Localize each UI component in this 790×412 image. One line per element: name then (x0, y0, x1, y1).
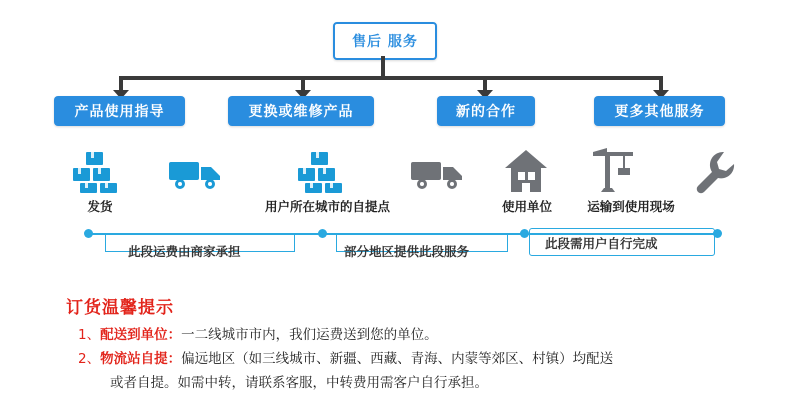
node-child-2: 更换或维修产品 (228, 96, 374, 126)
notes-title: 订货温馨提示 (66, 298, 174, 318)
connector-root-vertical (381, 56, 385, 78)
timeline-segment-3-label: 此段需用户自行完成 (545, 236, 658, 251)
node-child-1: 产品使用指导 (54, 96, 185, 126)
house-icon (503, 148, 549, 198)
note-item-2-num: 2、 (78, 351, 101, 367)
truck-icon-2 (410, 158, 466, 196)
note-item-2-value: 偏远地区（如三线城市、新疆、西藏、青海、内蒙等郊区、村镇）均配送 (181, 351, 614, 367)
note-item-3 (110, 372, 488, 394)
step-caption-3: 用户所在城市的自提点 (264, 199, 390, 214)
note-item-1 (78, 324, 438, 346)
timeline-dot-3 (520, 229, 529, 238)
timeline-segment-1-label: 此段运费由商家承担 (128, 244, 241, 259)
step-caption-6: 运输到使用现场 (587, 199, 675, 214)
note-item-3-value: 或者自提。如需中转，请联系客服，中转费用需客户自行承担。 (110, 375, 488, 391)
note-item-2 (78, 348, 613, 370)
crane-icon (587, 146, 639, 198)
boxes-icon (72, 150, 128, 198)
note-item-1-num: 1、 (78, 327, 101, 343)
truck-icon (168, 158, 224, 196)
connector-horizontal-bus (121, 76, 661, 80)
node-root: 售后 服务 (333, 22, 437, 60)
timeline-dot-2 (318, 229, 327, 238)
step-caption-1: 发货 (87, 199, 113, 214)
timeline-dot-1 (84, 229, 93, 238)
boxes-icon-2 (297, 150, 353, 198)
note-item-2-key: 物流站自提： (100, 351, 182, 367)
node-child-3: 新的合作 (437, 96, 535, 126)
note-item-1-value: 一二线城市市内，我们运费送到您的单位。 (181, 327, 438, 343)
timeline-segment-2-label: 部分地区提供此段服务 (344, 244, 470, 259)
step-caption-5: 使用单位 (501, 199, 552, 214)
note-item-1-key: 配送到单位： (100, 327, 182, 343)
node-child-4: 更多其他服务 (594, 96, 725, 126)
wrench-icon (692, 150, 736, 198)
